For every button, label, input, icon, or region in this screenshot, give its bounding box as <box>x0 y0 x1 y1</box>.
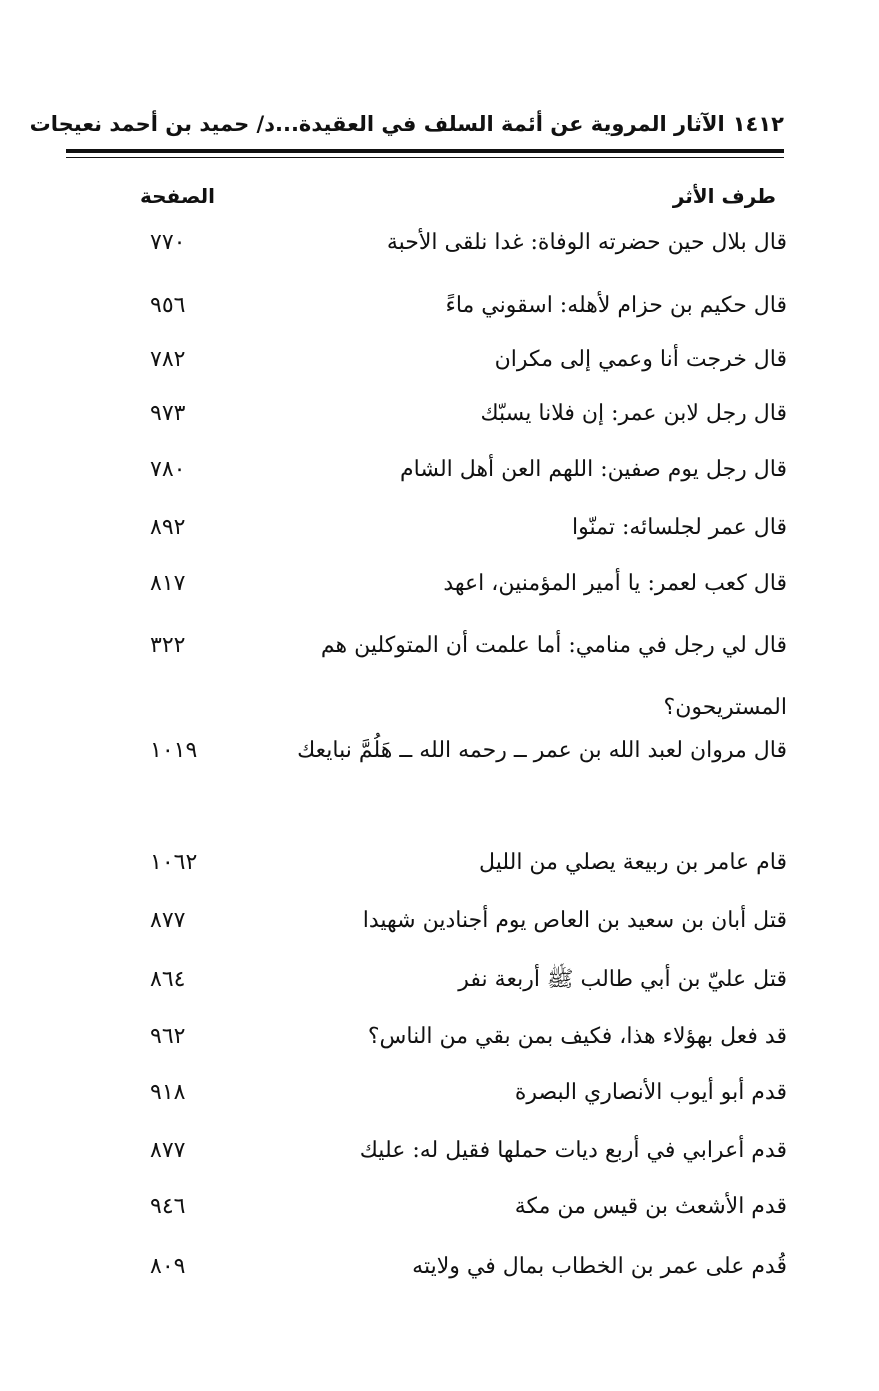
page-ref: ٨٩٢ <box>150 515 186 540</box>
page-ref: ٩٤٦ <box>150 1194 186 1219</box>
page-ref: ٩٥٦ <box>150 293 186 318</box>
athar-text: قال بلال حين حضرته الوفاة: غدا نلقى الأحبة <box>386 230 787 255</box>
athar-text: قدم الأشعث بن قيس من مكة <box>514 1194 787 1219</box>
page-ref: ٨٧٧ <box>150 908 186 933</box>
athar-text: قال رجل لابن عمر: إن فلانا يسبّك <box>480 401 787 426</box>
column-header-text: طرف الأثر <box>672 184 776 208</box>
athar-text: قُدم على عمر بن الخطاب بمال في ولايته <box>412 1254 787 1279</box>
page-ref: ٨١٧ <box>150 571 186 596</box>
athar-text: قال رجل يوم صفين: اللهم العن أهل الشام <box>400 457 787 482</box>
page-ref: ٨٧٧ <box>150 1138 186 1163</box>
header-rule-thick <box>66 149 784 153</box>
page-ref: ١٠٦٢ <box>150 850 198 875</box>
running-title: الآثار المروية عن أئمة السلف في العقيدة...د/ حميد بن أحمد نعيجات <box>29 112 725 136</box>
athar-text: قال كعب لعمر: يا أمير المؤمنين، اعهد <box>443 571 787 596</box>
page-ref: ٣٢٢ <box>150 633 186 658</box>
page-ref: ٨٠٩ <box>150 1254 186 1279</box>
athar-text: قد فعل بهؤلاء هذا، فكيف بمن بقي من الناس؟ <box>367 1024 787 1049</box>
page-number: ١٤١٢ <box>732 112 784 136</box>
page-ref: ٩١٨ <box>150 1080 186 1105</box>
page-ref: ٧٧٠ <box>150 230 186 255</box>
page-ref: ٩٧٣ <box>150 401 186 426</box>
athar-text: قال خرجت أنا وعمي إلى مكران <box>494 347 787 372</box>
athar-text: قال مروان لعبد الله بن عمر ــ رحمه الله ــ هَلُمَّ نبايعك <box>297 738 787 763</box>
athar-text: قدم أعرابي في أربع ديات حملها فقيل له: عليك <box>359 1138 787 1163</box>
header-rule-thin <box>66 157 784 158</box>
athar-text: قتل أبان بن سعيد بن العاص يوم أجنادين شهيدا <box>362 908 787 933</box>
athar-text: قال حكيم بن حزام لأهله: اسقوني ماءً <box>445 293 787 318</box>
athar-text: قتل عليّ بن أبي طالب ﷺ أربعة نفر <box>458 967 787 992</box>
athar-text: قال عمر لجلسائه: تمنّوا <box>572 515 787 540</box>
page-ref: ٧٨٢ <box>150 347 186 372</box>
page-ref: ٩٦٢ <box>150 1024 186 1049</box>
page-ref: ٧٨٠ <box>150 457 186 482</box>
athar-text: قال لي رجل في منامي: أما علمت أن المتوكلين هم المستريحون؟ <box>320 633 787 720</box>
athar-text: قدم أبو أيوب الأنصاري البصرة <box>514 1080 787 1105</box>
page-ref: ١٠١٩ <box>150 738 198 763</box>
column-header-page: الصفحة <box>140 184 216 208</box>
athar-text: قام عامر بن ربيعة يصلي من الليل <box>479 850 787 875</box>
running-header <box>29 104 784 144</box>
page-ref: ٨٦٤ <box>150 967 186 992</box>
